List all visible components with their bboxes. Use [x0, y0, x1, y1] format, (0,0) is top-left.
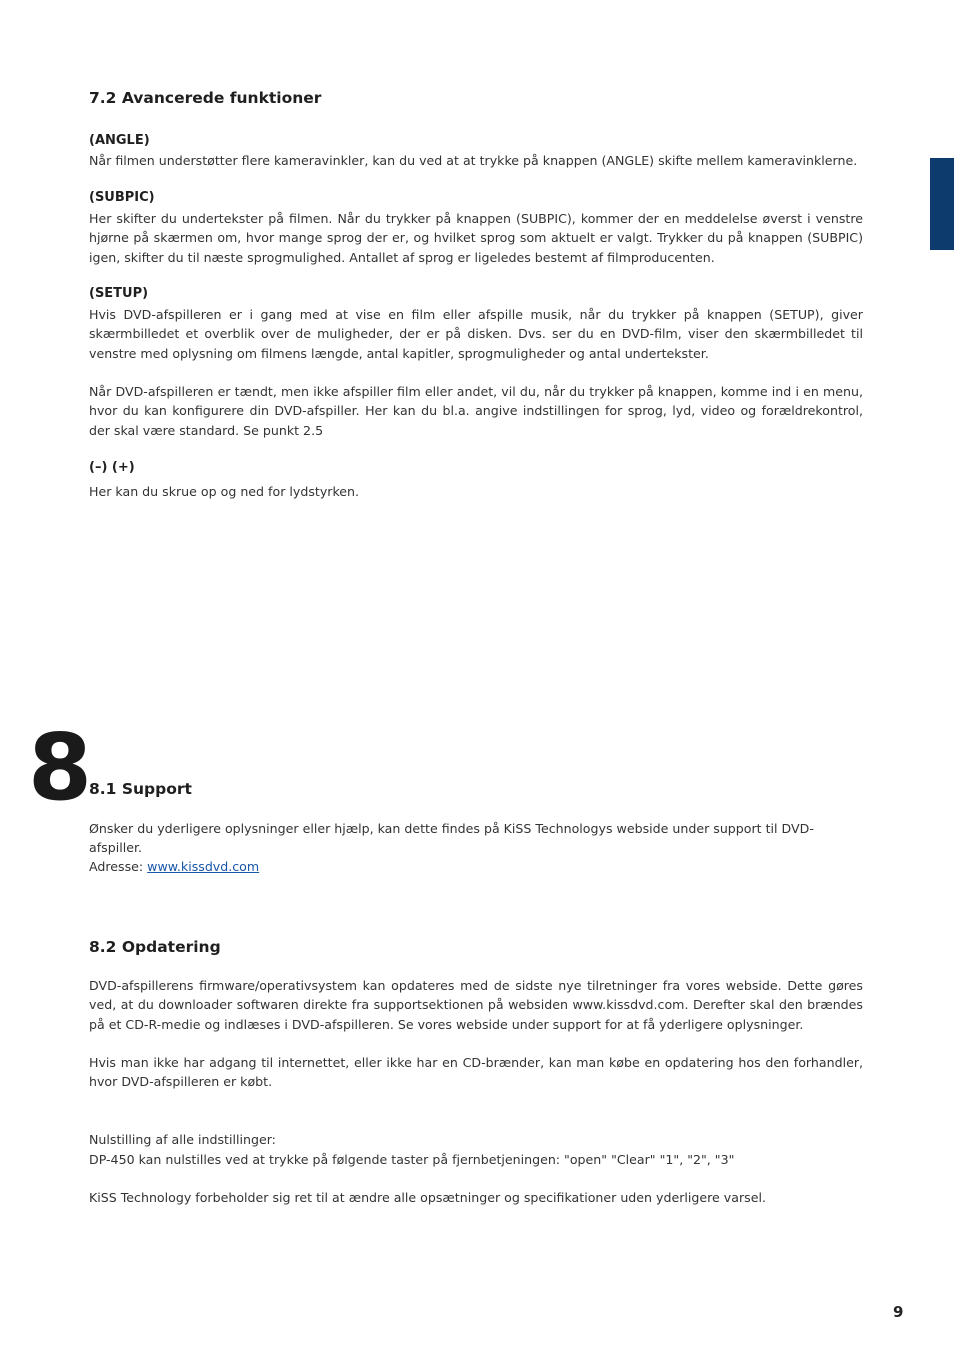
- address-label: Adresse:: [89, 859, 148, 874]
- chapter-side-tab: [930, 158, 954, 250]
- reset-paragraph: DP-450 kan nulstilles ved at trykke på følgende taster på fjernbetjeningen: "open" "Clear" "1", "2", "3": [89, 1152, 735, 1167]
- setup-paragraph-2: Når DVD-afspilleren er tændt, men ikke afspiller film eller andet, vil du, når du trykker på knappen, komme ind i en menu, hvor du kan konfigurere din DVD-afspiller. Her kan du bl.a. angive indstillingen for sprog, lyd, video og forældrekontrol, der skal være standard. Se punkt 2.5: [89, 384, 863, 438]
- page-number: 9: [893, 1303, 904, 1321]
- chapter-number: 8: [28, 714, 93, 821]
- section-heading-8-2: 8.2 Opdatering: [89, 938, 221, 956]
- setup-heading: (SETUP): [89, 286, 149, 301]
- subpic-paragraph: Her skifter du undertekster på filmen. Når du trykker på knappen (SUBPIC), kommer der en meddelelse øverst i venstre hjørne på skærmen om, hvor mange sprog der er, og hvilket sprog som aktuelt er valgt. Trykker du på knappen (SUBPIC) igen, skifter du til næste sprogmulighed. Antallet af sprog er ligeledes bestemt af filmproducenten.: [89, 211, 863, 265]
- update-paragraph-2: Hvis man ikke har adgang til internettet, eller ikke har en CD-brænder, kan man købe en opdatering hos den forhandler, hvor DVD-afspilleren er købt.: [89, 1055, 863, 1090]
- volume-heading: (–) (+): [89, 460, 135, 475]
- angle-heading: (ANGLE): [89, 133, 150, 148]
- disclaimer-paragraph: KiSS Technology forbeholder sig ret til at ændre alle opsætninger og specifikationer uden yderligere varsel.: [89, 1190, 766, 1205]
- address-line: [89, 857, 863, 876]
- volume-paragraph: Her kan du skrue op og ned for lydstyrken.: [89, 484, 360, 499]
- angle-paragraph: Når filmen understøtter flere kameravinkler, kan du ved at at trykke på knappen (ANGLE) skifte mellem kameravinklerne.: [89, 153, 858, 168]
- update-paragraph-1: DVD-afspillerens firmware/operativsystem kan opdateres med de sidste nye tilretninger fra vores webside. Dette gøres ved, at du downloader softwaren direkte fra supportsektionen på websiden www.kissdvd.com. Derefter skal den brændes på et CD-R-medie og indlæses i DVD-afspilleren. Se vores webside under support for at få yderligere oplysninger.: [89, 978, 863, 1032]
- reset-heading: Nulstilling af alle indstillinger:: [89, 1132, 276, 1147]
- setup-paragraph: Hvis DVD-afspilleren er i gang med at vise en film eller afspille musik, når du trykker på knappen (SETUP), giver skærmbilledet et overblik over de muligheder, der er på disken. Dvs. ser du en DVD-film, viser den skærmbilledet til venstre med oplysning om filmens længde, antal kapitler, sprogmuligheder og antal undertekster.: [89, 307, 863, 361]
- website-link[interactable]: www.kissdvd.com: [147, 859, 260, 874]
- section-heading-8-1: 8.1 Support: [89, 780, 192, 798]
- subpic-heading: (SUBPIC): [89, 190, 155, 205]
- section-heading-7-2: 7.2 Avancerede funktioner: [89, 89, 322, 107]
- support-paragraph: Ønsker du yderligere oplysninger eller hjælp, kan dette findes på KiSS Technologys webside under support til DVD-afspiller.: [89, 821, 814, 856]
